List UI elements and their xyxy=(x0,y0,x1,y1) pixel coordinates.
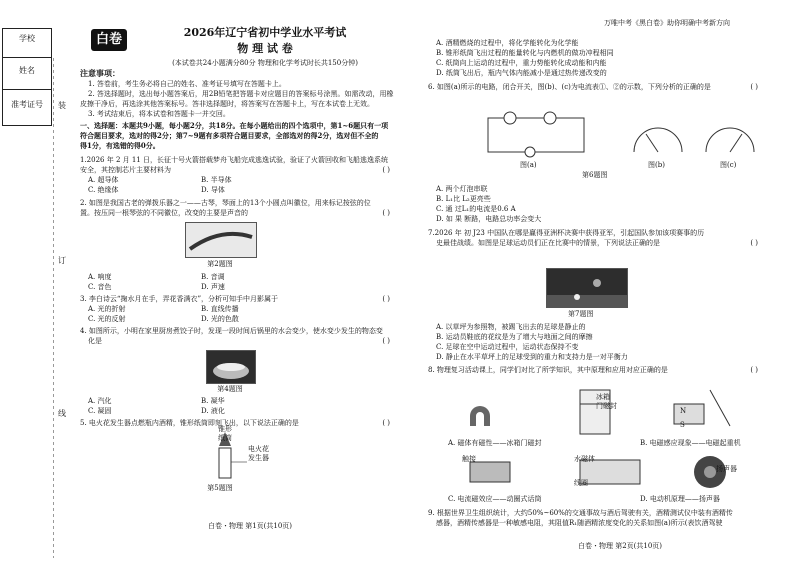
q2-option-d: D. 声速 xyxy=(201,283,225,291)
q6-meter-c xyxy=(700,118,760,156)
q8-label-pole-n: N xyxy=(680,407,687,415)
brand-tagline: 万唯中考《黑白卷》助你明确中考新方向 xyxy=(604,19,730,27)
ammeter-b-dial xyxy=(628,118,688,156)
q6-circuit-figure xyxy=(470,110,600,160)
q3-answer-paren: ( ) xyxy=(382,295,390,303)
q6-option-d: D. 如 果 断路，电路总功率会变大 xyxy=(436,215,542,223)
q5-bottle-figure xyxy=(205,428,285,480)
q3-option-b: B. 直线传播 xyxy=(201,305,239,313)
q1-stem: 1.2026 年 2 月 11 日，长征十号火箭搭载梦舟飞船完成逃逸试验，验证了火箭回收和飞船逃逸系统 xyxy=(80,156,388,164)
circuit-diagram xyxy=(470,110,600,160)
q7-option-d: D. 静止在水平草坪上的足球受到的重力和支持力是一对平衡力 xyxy=(436,353,628,361)
q2-answer-paren: ( ) xyxy=(382,209,390,217)
q8-label-contact: 触接 xyxy=(462,455,476,463)
q8-option-a: A. 磁体有磁性——冰箱门磁封 xyxy=(448,439,542,447)
q9-stem: 9. 根据世界卫生组织统计，大约50%~60%的交通事故与酒后驾驶有关，酒精测试仪中装有酒精传 xyxy=(428,509,733,517)
q4-answer-paren: ( ) xyxy=(382,337,390,345)
q6-stem: 6. 如图(a)所示的电路，闭合开关，图(b)、(c)为电流表①、②的示数，下列分析的正确的是 xyxy=(428,83,711,91)
q7-figure-label: 第7题图 xyxy=(568,310,594,318)
sidebar-exam-no-label: 准考证号 xyxy=(11,100,43,109)
q5-label-cone: 锥形 xyxy=(218,425,232,433)
q8-option-d: D. 电动机原理——扬声器 xyxy=(640,495,720,503)
q2-option-b: B. 音调 xyxy=(201,273,225,281)
ammeter-c-dial xyxy=(700,118,760,156)
q8-label-speaker: 扬声器 xyxy=(716,465,737,473)
q1-option-d: D. 导体 xyxy=(201,186,225,194)
q8-label-pole-s: S xyxy=(680,421,685,429)
q9-block xyxy=(428,508,773,528)
q2-stem: 2. 如图是我国古老的弹拨乐器之一——古琴，琴面上的13个小圆点叫徽位，用来标记按弦的位 xyxy=(80,199,371,207)
q6-meter-b xyxy=(628,118,688,156)
notice-item: 3. 考试结束后，将本试卷和答题卡一并交回。 xyxy=(88,110,230,118)
q5-option-b: B. 锥形纸筒飞出过程的能量转化与内燃机的做功冲程相同 xyxy=(436,49,614,57)
q2-figure-label: 第2题图 xyxy=(207,260,233,268)
q3-option-d: D. 光的色散 xyxy=(201,315,239,323)
q6-option-c: C. 通 过L₁的电流是0.6 A xyxy=(436,205,516,213)
right-column-q7-options xyxy=(428,322,768,375)
q5-label-cone: 纸筒 xyxy=(218,434,232,442)
q3-option-c: C. 光的反射 xyxy=(88,315,126,323)
q4-stem: 化是 xyxy=(88,337,102,345)
q2-option-a: A. 响度 xyxy=(88,273,112,281)
q3-option-a: A. 光的折射 xyxy=(88,305,126,313)
q5-label-spark: 发生器 xyxy=(248,454,269,462)
left-column-bottom xyxy=(80,396,400,428)
q5-figure-label: 第5题图 xyxy=(207,484,233,492)
q1-option-c: C. 绝缘体 xyxy=(88,186,119,194)
q4-cooking-figure xyxy=(206,350,256,384)
q4-option-c: C. 凝固 xyxy=(88,407,112,415)
q5-option-d: D. 纸筒飞出后，瓶内气体内能减小是通过热传递改变的 xyxy=(436,69,607,77)
q8-stem: 8. 物理复习活动课上，同学们对比了所学知识，其中原理和应用对应正确的是 xyxy=(428,366,668,374)
q6-option-a: A. 两个灯泡串联 xyxy=(436,185,488,193)
q7-option-c: C. 足球在空中运动过程中，运动状态保持不变 xyxy=(436,343,579,351)
notice-item: 1. 答卷前，考生务必将自己的姓名、准考证号填写在答题卡上。 xyxy=(88,80,286,88)
section1-line: 符合题目要求，选对的得2分；第7~9题有多项符合题目要求，全部选对的得2分，选对但不全的 xyxy=(80,131,379,140)
q7-football-photo xyxy=(546,268,628,308)
exam-note: (本试卷共24小题满分80分 物理和化学考试时长共150分钟) xyxy=(172,59,358,67)
q8-option-c: C. 电流磁效应——动圈式话筒 xyxy=(448,495,542,503)
q2-options xyxy=(80,272,308,292)
q6-figure-label: 第6题图 xyxy=(582,171,608,179)
left-column-lower xyxy=(80,272,400,346)
q8-label-coil: 线圈 xyxy=(574,479,588,487)
footer-right: 白卷・物理 第2页(共10页) xyxy=(577,542,663,550)
q7-stem: 史最佳战绩。如图是足球运动员们正在比赛中的情景，下列说法正确的是 xyxy=(436,239,660,247)
q3-stem: 3. 李白诗云“掬水月在手，弄花香满衣”，分析可知手中月影属于 xyxy=(80,295,279,303)
q8-answer-paren: ( ) xyxy=(750,366,758,374)
q5-option-a: A. 酒精燃烧的过程中，将化学能转化为化学能 xyxy=(436,39,579,47)
q7-option-a: A. 以草坪为参照物，被踢飞出去的足球是静止的 xyxy=(436,323,586,331)
notice-heading: 注意事项： xyxy=(80,68,120,78)
q7-option-b: B. 运动员鞋底的花纹是为了增大与地面之间的摩擦 xyxy=(436,333,593,341)
bind-mark: 订 xyxy=(58,256,66,265)
q8-option-b: B. 电磁感应现象——电磁起重机 xyxy=(640,439,741,447)
exam-subject: 物 理 试 卷 xyxy=(237,42,293,55)
q7-stem: 7.2026 年 初 J23 中国队在哪是赢得亚洲杯决赛中获得亚军，引起国队参加该项赛事的历 xyxy=(428,229,705,237)
q4-figure-label: 第4题图 xyxy=(217,385,243,393)
q2-stem: 置。按压同一根琴弦的不同徽位，改变的主要是声音的 xyxy=(80,209,248,217)
q6-caption-b: 图(b) xyxy=(648,161,665,169)
footer-left: 白卷・物理 第1页(共10页) xyxy=(207,522,293,530)
q1-option-b: B. 半导体 xyxy=(201,176,232,184)
sidebar-school-label: 学校 xyxy=(19,34,35,43)
left-column xyxy=(80,68,400,218)
bind-mark: 装 xyxy=(58,101,66,110)
q4-options xyxy=(80,396,308,416)
q2-guqin-figure xyxy=(185,222,257,258)
q5-stem: 5. 电火花发生器点燃瓶内酒精，锥形纸筒即刻飞出，以下说法正确的是 xyxy=(80,419,299,427)
q6-option-b: B. L₁比 L₂更亮些 xyxy=(436,195,491,203)
right-column-q6-options xyxy=(428,184,768,248)
q5-answer-paren: ( ) xyxy=(382,419,390,427)
white-paper-badge: 白卷 xyxy=(91,29,127,51)
pot-illustration xyxy=(207,351,255,383)
bind-mark: 线 xyxy=(58,409,66,418)
q5-option-c: C. 纸筒向上运动的过程中，重力势能转化成动能和内能 xyxy=(436,59,607,67)
q3-options xyxy=(80,304,308,324)
q4-option-a: A. 汽化 xyxy=(88,397,112,405)
q1-stem: 安全，其控制芯片主要材料为 xyxy=(80,166,171,174)
q4-option-b: B. 凝华 xyxy=(201,397,225,405)
q8-label-fridge-seal: 门磁封 xyxy=(596,402,617,410)
guqin-illustration xyxy=(186,223,256,257)
q8-label-magnet: 水磁体 xyxy=(574,455,595,463)
q6-caption-a: 图(a) xyxy=(520,161,537,169)
q7-answer-paren: ( ) xyxy=(750,239,758,247)
notice-item: 2. 答选择题时，选出每小题答案后，用2B铅笔把答题卡对应题目的答案标号涂黑。如需改动，用橡 xyxy=(88,90,394,98)
sidebar-name-label: 姓名 xyxy=(19,66,35,75)
q1-options xyxy=(80,175,308,195)
q2-option-c: C. 音色 xyxy=(88,283,112,291)
q9-stem: 感器，酒精传感器是一种敏感电阻，其阻值R₁随酒精浓度变化的关系如图(a)所示(表饮酒驾驶 xyxy=(436,519,723,527)
q4-stem: 4. 如图所示，小明在家里厨房煮饺子时，发现一段时间后锅里的水会变少，使水变少发生的物态变 xyxy=(80,327,383,335)
q1-option-a: A. 超导体 xyxy=(88,176,119,184)
binding-dashed-line xyxy=(53,58,54,558)
q1-answer-paren: ( ) xyxy=(382,166,390,174)
q6-caption-c: 图(c) xyxy=(720,161,737,169)
exam-title: 2026年辽宁省初中学业水平考试 xyxy=(183,26,347,39)
section1-line: 一、选择题：本题共9小题，每小题2分，共18分。在每小题给出的四个选项中，第1~6题只有一项 xyxy=(80,121,389,130)
football-players-illustration xyxy=(547,269,627,307)
section1-line: 得1分，有选错的得0分。 xyxy=(80,141,160,150)
sidebar-info-table xyxy=(2,28,52,126)
bottle-illustration xyxy=(205,428,285,480)
q4-option-d: D. 液化 xyxy=(201,407,225,415)
q6-answer-paren: ( ) xyxy=(750,83,758,91)
right-column xyxy=(428,38,768,92)
q5-label-spark: 电火花 xyxy=(248,445,269,453)
notice-item: 皮擦干净后，再选涂其他答案标号。答非选择题时，将答案写在答题卡上，写在本试卷上无效。 xyxy=(80,100,374,108)
q8-label-fridge: 冰箱 xyxy=(596,393,610,401)
